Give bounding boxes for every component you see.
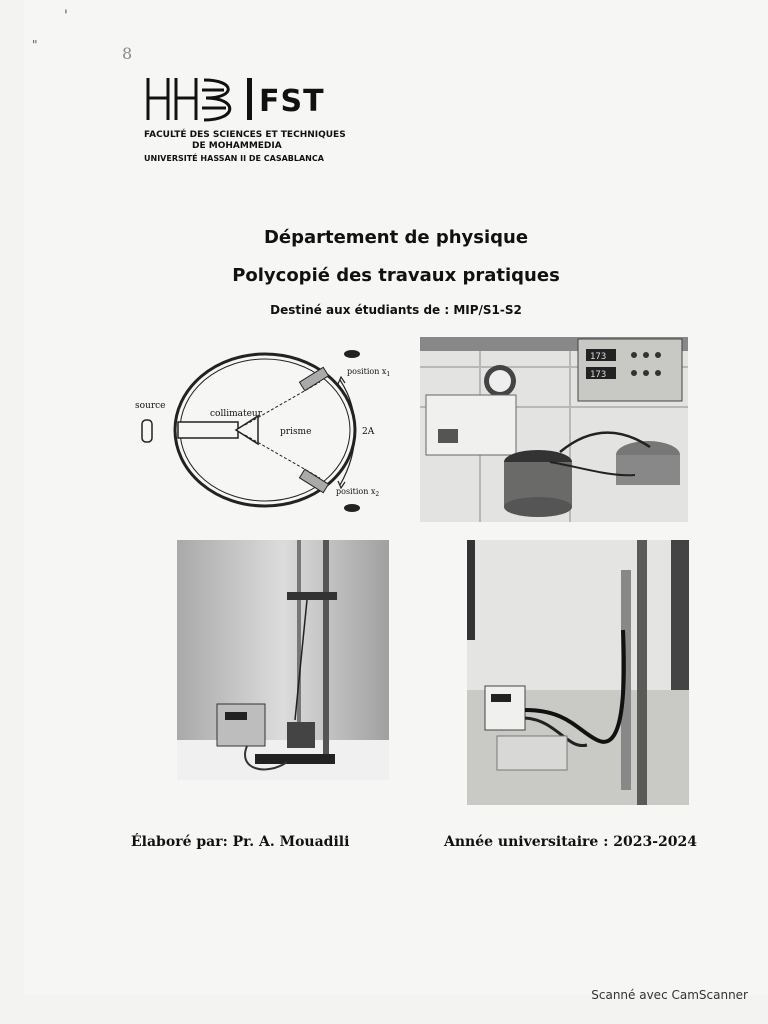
logo-divider	[247, 78, 252, 120]
document-title: Polycopié des travaux pratiques	[232, 265, 560, 286]
logo-acronym: FST	[259, 84, 325, 119]
spectrometer-drawing	[130, 340, 390, 520]
fst-logo	[144, 74, 344, 169]
scan-speck: "	[32, 38, 38, 52]
document-page	[24, 0, 768, 995]
apparatus-photo	[467, 540, 689, 805]
collimator-label: collimateur	[210, 409, 263, 419]
logo-line-1: FACULTÉ DES SCIENCES ET TECHNIQUES	[144, 130, 346, 140]
position-2-label: position $x_2$	[336, 487, 380, 498]
logo-line-3: UNIVERSITÉ HASSAN II DE CASABLANCA	[144, 154, 324, 163]
pendulum-photo	[177, 540, 389, 780]
camscanner-watermark: Scanné avec CamScanner	[591, 988, 748, 1002]
uh2-logo-icon	[144, 76, 244, 122]
spectrometer-diagram	[130, 340, 390, 520]
audience-line: Destiné aux étudiants de : MIP/S1-S2	[270, 303, 522, 317]
meter-display-2: 173	[590, 370, 607, 380]
scan-speck: '	[64, 8, 68, 24]
angle-label: 2A	[362, 427, 375, 437]
position-1-label: position $x_1$	[347, 367, 390, 378]
calorimetry-photo	[420, 337, 688, 522]
logo-line-2: DE MOHAMMEDIA	[192, 141, 282, 151]
author-line: Élaboré par: Pr. A. Mouadili	[131, 834, 350, 850]
eye-icon	[344, 350, 360, 358]
source-label: source	[135, 401, 166, 411]
prism-label: prisme	[280, 427, 312, 437]
department-title: Département de physique	[263, 227, 529, 248]
handwritten-mark: 8	[122, 44, 133, 63]
meter-display-1: 173	[590, 352, 607, 362]
academic-year: Année universitaire : 2023-2024	[444, 834, 697, 850]
eye-icon	[344, 504, 360, 512]
